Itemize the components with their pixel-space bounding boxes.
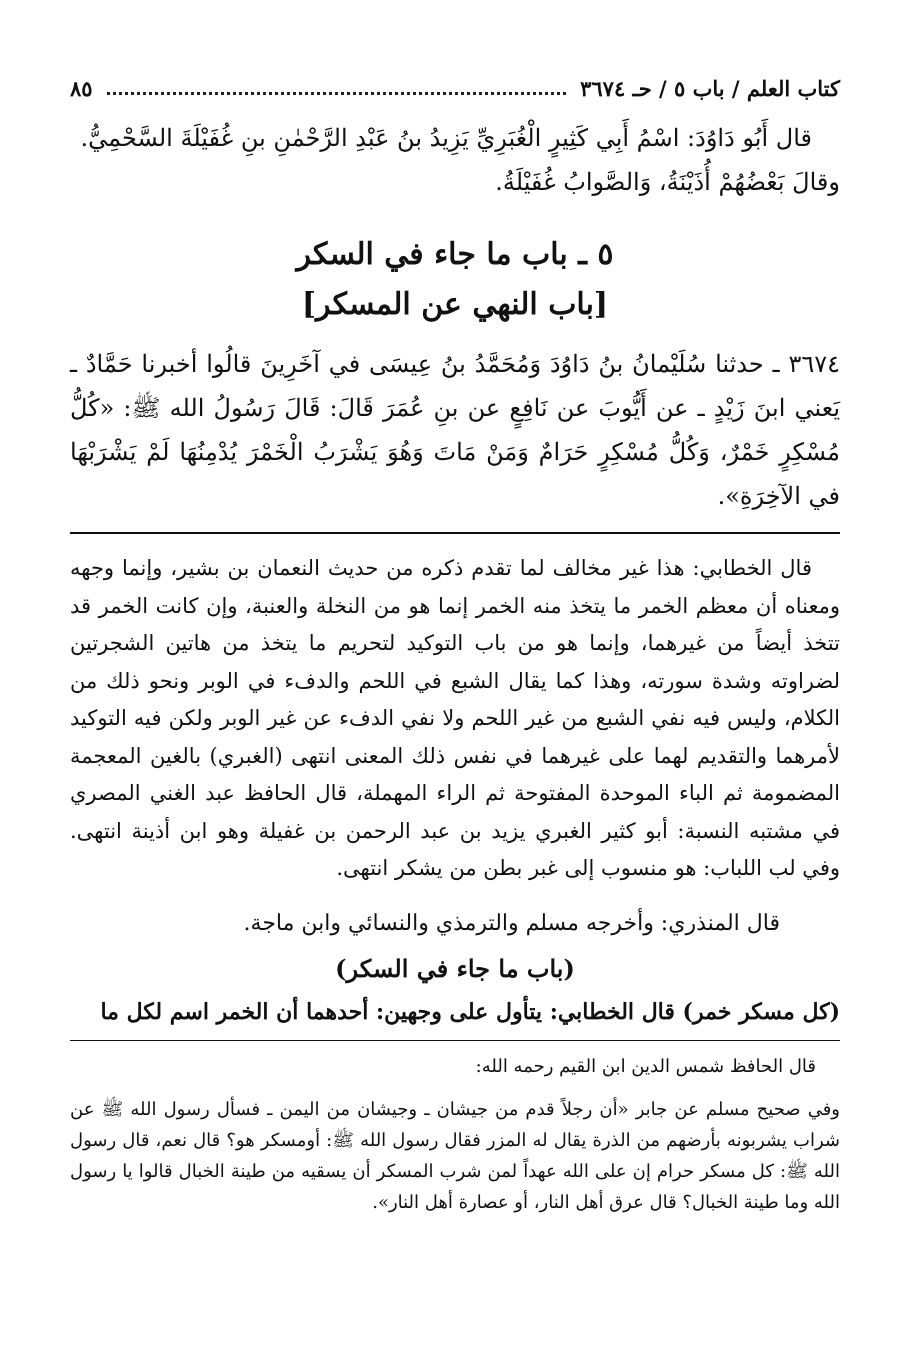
chapter-subtitle: [باب النهي عن المسكر] <box>301 287 609 322</box>
commentary-chapter-heading: (باب ما جاء في السكر) <box>335 953 575 983</box>
footnote-intro: قال الحافظ شمس الدين ابن القيم رحمه الله: <box>475 1055 816 1077</box>
book-page <box>70 70 840 1218</box>
page-header <box>70 70 840 106</box>
mundhiri-note: قال المنذري: وأخرجه مسلم والترمذي والنسائي وابن ماجة. <box>243 910 780 936</box>
footnote-text: وفي صحيح مسلم عن جابر «أن رجلاً قدم من جيشان ـ وجيشان من اليمن ـ فسأل رسول الله ﷺ عن شراب يشربونه بأرضهم من الذرة يقال له المزر فقال رسول الله ﷺ: أومسكر هو؟ قال نعم، قال رسول الله ﷺ: كل مسكر حرام إن على الله عهداً لمن شرب المسكر أن يسقيه من طينة الخبال قالوا يا رسول الله وما طينة الخبال؟ قال عرق أهل النار، أو عصارة أهل النار». <box>70 1098 840 1213</box>
intro-line-2: وقالَ بَعْضُهُمْ أُذَيْنَةُ، وَالصَّوابُ غُفَيْلَةُ. <box>495 168 840 196</box>
chapter-title: ٥ ـ باب ما جاء في السكر <box>296 237 614 272</box>
intro-line-1: قال أَبُو دَاوُدَ: اسْمُ أَبِي كَثِيرٍ الْغُبَرِيِّ يَزِيدُ بنُ عَبْدِ الرَّحْمٰنِ بنِ غُفَيْلَةَ السَّحْمِيُّ. <box>80 124 812 152</box>
hadith-text: ٣٦٧٤ ـ حدثنا سُلَيْمانُ بنُ دَاوُدَ وَمُحَمَّدُ بنُ عِيسَى في آخَرِينَ قالُوا أخبرنا حَمَّادٌ ـ يَعني ابنَ زَيْدٍ ـ عن أَيُّوبَ عن نَافِعٍ عن بنِ عُمَرَ قَالَ: قَالَ رَسُولُ الله ﷺ: «كُلُّ مُسْكِرٍ خَمْرٌ، وَكُلُّ مُسْكِرٍ حَرَامٌ وَمَنْ مَاتَ وَهُوَ يَشْرَبُ الْخَمْرَ يُدْمِنُهَا لَمْ يَشْرَبْهَا في الآخِرَةِ». <box>70 350 840 510</box>
running-title: كتاب العلم / باب ٥ / حـ ٣٦٧٤ <box>580 75 840 101</box>
page-number: ٨٥ <box>70 75 93 101</box>
main-text-divider <box>70 532 840 534</box>
footnote-divider <box>70 1040 840 1041</box>
commentary-last-line: (كل مسكر خمر) قال الخطابي: يتأول على وجهين: أحدهما أن الخمر اسم لكل ما <box>100 998 840 1025</box>
commentary-text: قال الخطابي: هذا غير مخالف لما تقدم ذكره من حديث النعمان بن بشير، وإنما وجهه ومعناه أن معظم الخمر ما يتخذ منه الخمر إنما هو من النخلة والعنبة، وإن كانت الخمر قد تتخذ أيضاً من غيرهما، وإنما هو من باب التوكيد لتحريم ما يتخذ من هاتين الشجرتين لضراوته وشدة سورته، وهذا كما يقال الشبع في اللحم والدفء في الوبر ونحو ذلك من الكلام، وليس فيه نفي الشبع من غير اللحم ولا نفي الدفء عن غير الوبر ولكن فيه التوكيد لأمرهما والتقديم لهما على غيرهما في نفس ذلك المعنى انتهى (الغبري) بالغين المعجمة المضمومة ثم الباء الموحدة المفتوحة ثم الراء المهملة، قال الحافظ عبد الغني المصري في مشتبه النسبة: أبو كثير الغبري يزيد بن عبد الرحمن بن غفيلة وهو ابن أذينة انتهى. وفي لب اللباب: هو منسوب إلى غبر بطن من يشكر انتهى. <box>70 556 840 880</box>
header-dotted-leader <box>107 82 567 95</box>
